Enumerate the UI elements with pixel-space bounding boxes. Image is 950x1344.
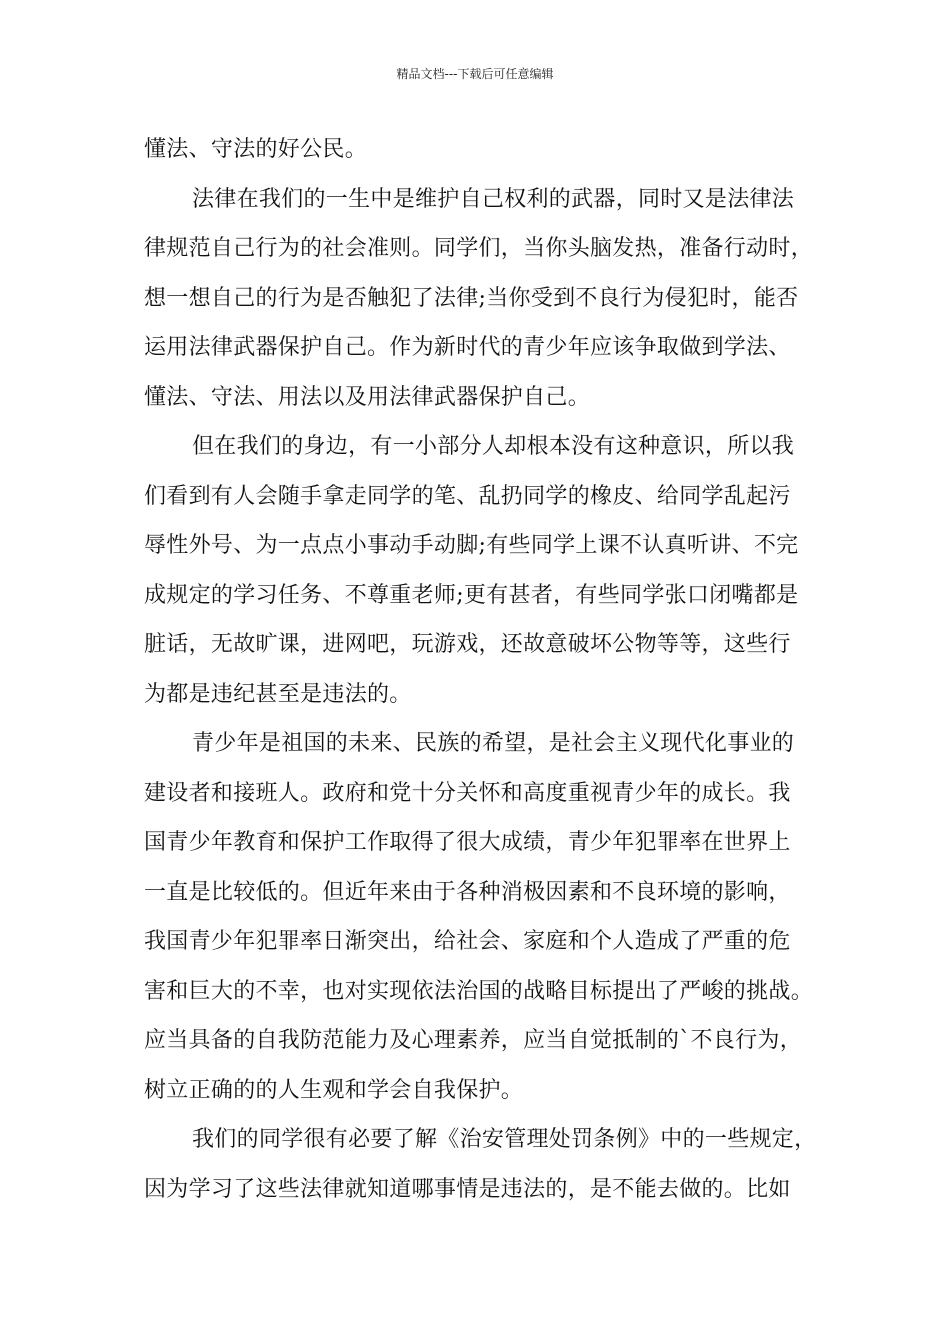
text-line: 一直是比较低的。但近年来由于各种消极因素和不良环境的影响， — [144, 879, 791, 905]
text-line: 想一想自己的行为是否触犯了法律;当你受到不良行为侵犯时，能否 — [144, 285, 799, 311]
text-line: 国青少年教育和保护工作取得了很大成绩，青少年犯罪率在世界上 — [144, 830, 791, 855]
text-line: 应当具备的自我防范能力及心理素养，应当自觉抵制的`不良行为， — [144, 1028, 803, 1053]
text-line: 律规范自己行为的社会准则。同学们，当你头脑发热，准备行动时， — [144, 236, 814, 261]
text-line: 树立正确的的人生观和学会自我保护。 — [144, 1077, 524, 1103]
text-line: 脏话，无故旷课，进网吧，玩游戏，还故意破坏公物等等，这些行 — [144, 632, 791, 657]
text-line: 法律在我们的一生中是维护自己权利的武器，同时又是法律法 — [192, 186, 795, 212]
text-line: 成规定的学习任务、不尊重老师;更有甚者，有些同学张口闭嘴都是 — [144, 582, 799, 608]
page-header: 精品文档---下载后可任意编辑 — [396, 67, 554, 81]
paragraph-4 — [144, 719, 824, 1115]
text-line: 辱性外号、为一点点小事动手动脚;有些同学上课不认真听讲、不完 — [144, 533, 799, 558]
paragraph-2 — [144, 175, 824, 423]
text-line: 我国青少年犯罪率日渐突出，给社会、家庭和个人造成了严重的危 — [144, 929, 791, 954]
text-line: 建设者和接班人。政府和党十分关怀和高度重视青少年的成长。我 — [144, 780, 791, 806]
text-line: 因为学习了这些法律就知道哪事情是违法的，是不能去做的。比如 — [144, 1176, 791, 1202]
text-line: 青少年是祖国的未来、民族的希望，是社会主义现代化事业的 — [192, 731, 795, 756]
text-line: 懂法、守法的好公民。 — [144, 137, 368, 162]
text-line: 害和巨大的不幸，也对实现依法治国的战略目标提出了严峻的挑战。 — [144, 978, 814, 1004]
paragraph-3 — [144, 422, 824, 719]
paragraph-1 — [144, 125, 824, 175]
text-line: 为都是违纪甚至是违法的。 — [144, 681, 412, 707]
document-body — [144, 125, 824, 1214]
text-line: 懂法、守法、用法以及用法律武器保护自己。 — [144, 384, 591, 410]
text-line: 我们的同学很有必要了解《治安管理处罚条例》中的一些规定， — [192, 1127, 817, 1152]
text-line: 们看到有人会随手拿走同学的笔、乱扔同学的橡皮、给同学乱起污 — [144, 483, 791, 509]
text-line: 但在我们的身边，有一小部分人却根本没有这种意识，所以我 — [192, 434, 795, 459]
paragraph-5 — [144, 1115, 824, 1214]
text-line: 运用法律武器保护自己。作为新时代的青少年应该争取做到学法、 — [144, 335, 791, 360]
